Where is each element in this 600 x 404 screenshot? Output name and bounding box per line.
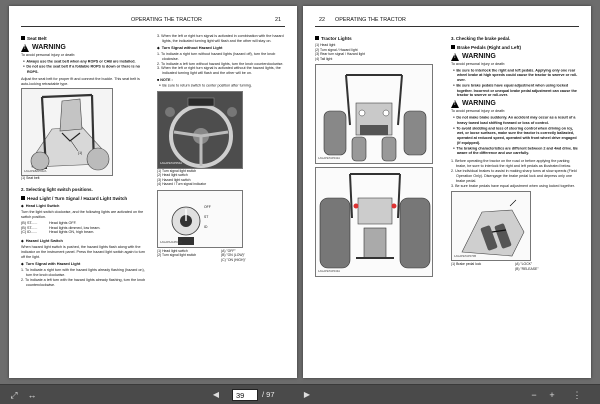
note: ■ NOTE : xyxy=(157,78,173,83)
image-caption: (1) Brake pedal lock xyxy=(451,262,482,267)
chevron-left-icon[interactable]: ◀ xyxy=(212,390,220,399)
light-item: (3) Rear turn signal / Hazard light xyxy=(315,52,365,56)
subheading: ◆ Hazard Light Switch xyxy=(21,239,148,244)
header-page-number: 21 xyxy=(275,17,281,23)
image-code: 1AGAPETAP070B xyxy=(454,254,477,258)
warning-icon: ! xyxy=(451,100,459,108)
section-headlight-switch: Head Light / Turn Signal / Hazard Light Switch xyxy=(21,196,148,202)
tractor-front-illustration xyxy=(315,64,433,164)
switch-knob-drawing xyxy=(158,191,243,248)
subheading: ◆ Turn Signal with Hazard Light xyxy=(21,262,148,267)
callout-number: (1) xyxy=(78,151,83,156)
steering-wheel-drawing xyxy=(158,92,243,169)
warning-bullet: ● Do not use the seat belt if a foldable ROPS is down or there is no ROPS. xyxy=(21,64,148,74)
total-pages-label: / 97 xyxy=(262,390,275,399)
right-column-2 xyxy=(451,34,579,271)
image-caption: (2) Turn signal light switch xyxy=(157,253,197,258)
image-caption: (C) "ON (HIGH)" xyxy=(221,257,246,262)
numbered-step: 1. To indicate a right turn with the hazard lights already flashing (hazard on), turn the knob clockwise. xyxy=(21,267,145,277)
tractor-rear-drawing xyxy=(316,168,433,277)
light-switch-illustration xyxy=(157,190,243,248)
numbered-step: 3. When the left or right turn signal is activated without the hazard lights, the indicated turning light will flash and the other will be on. xyxy=(157,66,281,76)
zoom-in-icon[interactable]: + xyxy=(549,390,555,400)
image-code: 1AGAPEBAP042A xyxy=(24,169,47,173)
switch-position-row: (C) ID...... Head lights ON, high beam. xyxy=(21,230,95,235)
pdf-viewer-toolbar xyxy=(0,384,600,404)
brake-pedal-drawing xyxy=(452,192,531,261)
image-caption: (A) "OFF" xyxy=(221,248,236,253)
body-text: When hazard light switch is pushed, the hazard lights flash along with the indicator on the instrument panel. Press the hazard light switch again to turn off the light. xyxy=(21,245,146,260)
tractor-rear-illustration xyxy=(315,167,433,277)
image-code: 1AGAPETAP043A xyxy=(318,270,341,274)
warning-bullet: ● Do not make brake suddenly. An accident may occur as a result of a heavy towed load shifting forward or loss of control. xyxy=(451,115,579,125)
switch-position-row: (B) ST...... Head lights OFF. xyxy=(21,220,77,225)
caption-row xyxy=(157,249,285,263)
warning-text: To avoid personal injury or death: xyxy=(451,109,506,114)
page-number-input[interactable] xyxy=(232,389,258,401)
header-title: OPERATING THE TRACTOR xyxy=(335,17,406,23)
image-caption: (3) Hazard light switch xyxy=(157,177,191,182)
numbered-step: 2. To indicate a left turn without hazard lights, turn the knob counterclockwise. xyxy=(157,61,284,66)
image-caption: (2) Head light switch xyxy=(157,173,188,178)
image-caption: (A) "LOCK" xyxy=(515,262,533,267)
numbered-step: 2. Use individual brakes to assist in making sharp turns at slow speeds (Field Operation Only). Disengage the brake pedal lock and depress only one brake pedal. xyxy=(451,168,577,183)
caption-row xyxy=(451,262,579,271)
image-code: 1AGAPETAP042A xyxy=(318,157,341,161)
warning-icon: ! xyxy=(451,53,459,61)
page-header xyxy=(315,15,579,27)
knob-label: ST xyxy=(204,214,209,219)
warning-bullet: ● Be sure brake pedals have equal adjustment when using locked together. Incorrect or unequal brake pedal adjustment can cause the tractor to swerve or roll-over. xyxy=(451,83,579,98)
step-heading: 2. Selecting light switch positions. xyxy=(21,186,93,192)
step-heading: 3. Checking the brake pedal. xyxy=(451,36,511,41)
image-caption: (1) Turn signal light switch xyxy=(157,168,197,173)
light-item: (2) Turn signal / Hazard light xyxy=(315,47,358,52)
left-column-1 xyxy=(21,34,148,288)
image-caption: (4) Hazard / Turn signal indicator xyxy=(157,182,207,187)
subheading: ◆ Head Light Switch xyxy=(21,204,148,209)
section-seat-belt: Seat Belt xyxy=(21,36,148,42)
tractor-seat-drawing xyxy=(22,89,113,176)
fit-page-icon[interactable]: ⤢ xyxy=(10,390,18,400)
body-text: Adjust the seat belt for proper fit and connect the buckle. This seat belt is auto-locking retractable type. xyxy=(21,76,140,86)
warning-bullet: ● Always use the seat belt when any ROPS or CAB are installed. xyxy=(21,59,148,64)
image-caption: (B) "RELEASE" xyxy=(515,266,539,271)
image-code: 1AGAPAJAP041A xyxy=(160,240,182,244)
header-page-number: 22 xyxy=(319,17,325,23)
switch-position-row: (B) ST...... Head lights dimmed, low beam. xyxy=(21,225,101,230)
warning-text: To avoid personal injury or death: xyxy=(21,53,76,57)
zoom-out-icon[interactable]: − xyxy=(531,390,537,400)
brake-pedal-illustration xyxy=(451,191,531,261)
header-title: OPERATING THE TRACTOR xyxy=(131,17,202,23)
numbered-step: 2. To indicate a left turn with the hazard lights already flashing, turn the knob counterclockwise. xyxy=(21,277,146,287)
warning-icon: ! xyxy=(21,44,29,52)
warning-bullet: ● To avoid skidding and loss of steering control when driving on icy, wet, or loose surfaces, make sure the tractor is correctly ballasted, operated at reduced speed, operated with front wheel drive engaged (if equipped). xyxy=(451,126,579,146)
page-header xyxy=(21,15,285,27)
seat-belt-illustration xyxy=(21,88,113,176)
numbered-step: 3. Be sure brake pedals have equal adjustment when using locked together. xyxy=(451,183,575,188)
note-bullet: ● Be sure to return switch to center position after turning. xyxy=(157,83,285,88)
fit-width-icon[interactable]: ↔ xyxy=(27,390,37,400)
chevron-right-icon[interactable]: ▶ xyxy=(303,390,311,399)
numbered-step: 1. To indicate a right turn without hazard lights (hazard off), turn the knob clockwise. xyxy=(157,51,276,61)
body-text: Turn the light switch clockwise, and the following lights are activated on the switch position. xyxy=(21,209,144,219)
steering-panel-illustration xyxy=(157,91,243,169)
subheading: ◆ Turn Signal without Hazard Light xyxy=(157,46,285,51)
warning-heading: ! WARNING xyxy=(21,43,148,52)
warning-bullet: ● Be sure to interlock the right and left pedals. Applying only one rear wheel brake at high speeds could cause the tractor to swerve or roll-over. xyxy=(451,68,579,83)
right-column-1 xyxy=(315,34,439,277)
image-caption: (B) "ON (LOW)" xyxy=(221,253,245,258)
section-tractor-lights: Tractor Lights xyxy=(315,36,439,42)
knob-label: ID xyxy=(204,224,208,229)
tractor-front-drawing xyxy=(316,65,433,164)
image-caption: (1) Head light switch xyxy=(157,248,188,253)
warning-bullet: ● The braking characteristics are different between 2 and 4wd drive. Be aware of the difference and use carefully. xyxy=(451,146,579,156)
more-menu-icon[interactable]: ⋮ xyxy=(572,390,582,400)
numbered-step: 1. Before operating the tractor on the road or before applying the parking brake, be sure to interlock the right and left pedals as illustrated below. xyxy=(451,159,571,168)
image-code: 1AGAPETAP054A xyxy=(160,161,183,165)
light-item: (1) Head light xyxy=(315,43,336,47)
left-column-2 xyxy=(157,34,285,262)
knob-label: OFF xyxy=(204,204,211,209)
manual-page-21 xyxy=(9,6,297,378)
manual-page-22 xyxy=(303,6,591,378)
warning-heading: ! WARNING xyxy=(451,52,579,61)
warning-heading: ! WARNING xyxy=(451,99,579,108)
numbered-step: 3. When the left or right turn signal is activated in combination with the hazard lights, the indicated turning light will flash and the other will stay on. xyxy=(157,34,284,43)
image-caption: (1) Seat belt xyxy=(21,176,40,181)
light-item: (4) Tail light xyxy=(315,56,333,61)
warning-text: To avoid personal injury or death: xyxy=(451,62,506,66)
section-brake-pedals: Brake Pedals (Right and Left) xyxy=(451,45,579,51)
